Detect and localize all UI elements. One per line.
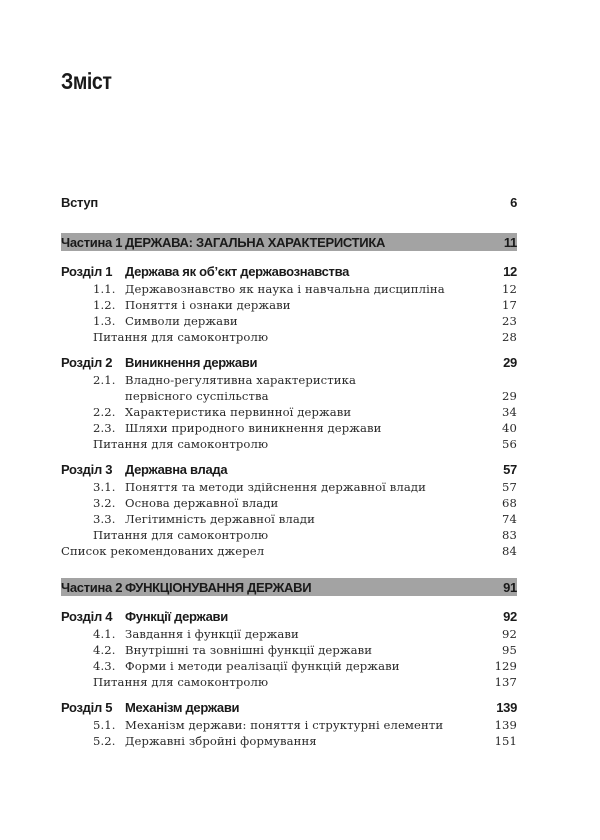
chapter-label: Розділ 1 [61,264,113,279]
toc-sources[interactable] [61,544,517,560]
toc-section[interactable] [61,496,517,512]
toc-section[interactable] [61,734,517,750]
toc-section-continued[interactable] [61,389,517,405]
section-number: 1.3. [93,314,116,328]
chapter-title: Державна влада [125,462,228,477]
intro-page: 6 [510,195,517,210]
section-page: 29 [502,389,517,403]
section-title: Основа державної влади [125,496,279,510]
toc-questions[interactable] [61,437,517,453]
toc-section[interactable] [61,718,517,734]
chapter-page: 57 [503,462,517,477]
chapter-title: Виникнення держави [125,355,258,370]
chapter-label: Розділ 2 [61,355,113,370]
chapter-title: Механізм держави [125,700,240,715]
section-number: 2.3. [93,421,116,435]
part-page: 91 [503,580,517,595]
questions-page: 28 [502,330,517,344]
section-number: 1.1. [93,282,116,296]
toc-questions[interactable] [61,675,517,691]
section-title: Внутрішні та зовнішні функції держави [125,643,373,657]
section-number: 5.2. [93,734,116,748]
chapter-label: Розділ 4 [61,609,113,624]
toc-chapter-1[interactable] [61,264,517,280]
chapter-page: 139 [496,700,517,715]
section-page: 95 [502,643,517,657]
toc-chapter-5[interactable] [61,700,517,716]
section-title-line-2: первісного суспільства [125,389,269,403]
toc-section[interactable] [61,627,517,643]
chapter-title: Держава як об’єкт державознавства [125,264,350,279]
section-title: Шляхи природного виникнення держави [125,421,382,435]
section-number: 3.2. [93,496,116,510]
section-page: 12 [502,282,517,296]
section-title: Поняття та методи здійснення державної влади [125,480,426,494]
table-of-contents [61,195,517,748]
toc-chapter-3[interactable] [61,462,517,478]
chapter-label: Розділ 5 [61,700,113,715]
section-number: 3.3. [93,512,116,526]
part-page: 11 [503,235,517,250]
toc-chapter-2[interactable] [61,355,517,371]
section-page: 17 [502,298,517,312]
questions-title: Питання для самоконтролю [93,330,269,344]
toc-section[interactable] [61,512,517,528]
toc-section[interactable] [61,643,517,659]
questions-page: 83 [502,528,517,542]
section-number: 4.2. [93,643,116,657]
section-number: 5.1. [93,718,116,732]
section-page: 151 [494,734,517,748]
toc-section[interactable] [61,298,517,314]
toc-chapter-4[interactable] [61,609,517,625]
part-label: Частина 1 [61,235,123,250]
section-page: 74 [502,512,517,526]
section-title: Поняття і ознаки держави [125,298,291,312]
section-number: 4.1. [93,627,116,641]
questions-page: 137 [494,675,517,689]
section-title: Державознавство як наука і навчальна дисципліна [125,282,445,296]
section-number: 4.3. [93,659,116,673]
section-number: 1.2. [93,298,116,312]
section-title: Символи держави [125,314,238,328]
section-page: 68 [502,496,517,510]
questions-title: Питання для самоконтролю [93,528,269,542]
toc-questions[interactable] [61,528,517,544]
toc-section[interactable] [61,405,517,421]
section-page: 92 [502,627,517,641]
questions-title: Питання для самоконтролю [93,437,269,451]
section-title: Завдання і функції держави [125,627,299,641]
section-title: Механізм держави: поняття і структурні елементи [125,718,444,732]
section-page: 57 [502,480,517,494]
toc-section[interactable] [61,282,517,298]
sources-page: 84 [502,544,517,558]
toc-section[interactable] [61,480,517,496]
part-title: ФУНКЦІОНУВАННЯ ДЕРЖАВИ [125,580,312,595]
toc-section[interactable] [61,373,517,389]
toc-section[interactable] [61,314,517,330]
part-title: ДЕРЖАВА: ЗАГАЛЬНА ХАРАКТЕРИСТИКА [125,235,386,250]
toc-section[interactable] [61,421,517,437]
section-number: 3.1. [93,480,116,494]
part-label: Частина 2 [61,580,123,595]
section-page: 23 [502,314,517,328]
section-page: 129 [494,659,517,673]
intro-label: Вступ [61,195,98,210]
section-title: Владно-регулятивна характеристика [125,373,356,387]
questions-title: Питання для самоконтролю [93,675,269,689]
chapter-label: Розділ 3 [61,462,113,477]
chapter-title: Функції держави [125,609,228,624]
section-title: Легітимність державної влади [125,512,315,526]
page-title: Зміст [61,68,112,94]
questions-page: 56 [502,437,517,451]
section-number: 2.1. [93,373,116,387]
section-title: Форми і методи реалізації функцій держави [125,659,400,673]
toc-intro[interactable] [61,195,517,211]
section-title: Характеристика первинної держави [125,405,352,419]
section-title: Державні збройні формування [125,734,317,748]
toc-part-1[interactable] [61,233,517,251]
chapter-page: 12 [503,264,517,279]
section-page: 139 [494,718,517,732]
toc-questions[interactable] [61,330,517,346]
sources-title: Список рекомендованих джерел [61,544,265,558]
chapter-page: 29 [503,355,517,370]
section-number: 2.2. [93,405,116,419]
toc-section[interactable] [61,659,517,675]
chapter-page: 92 [503,609,517,624]
section-page: 34 [502,405,517,419]
toc-part-2[interactable] [61,578,517,596]
section-page: 40 [502,421,517,435]
